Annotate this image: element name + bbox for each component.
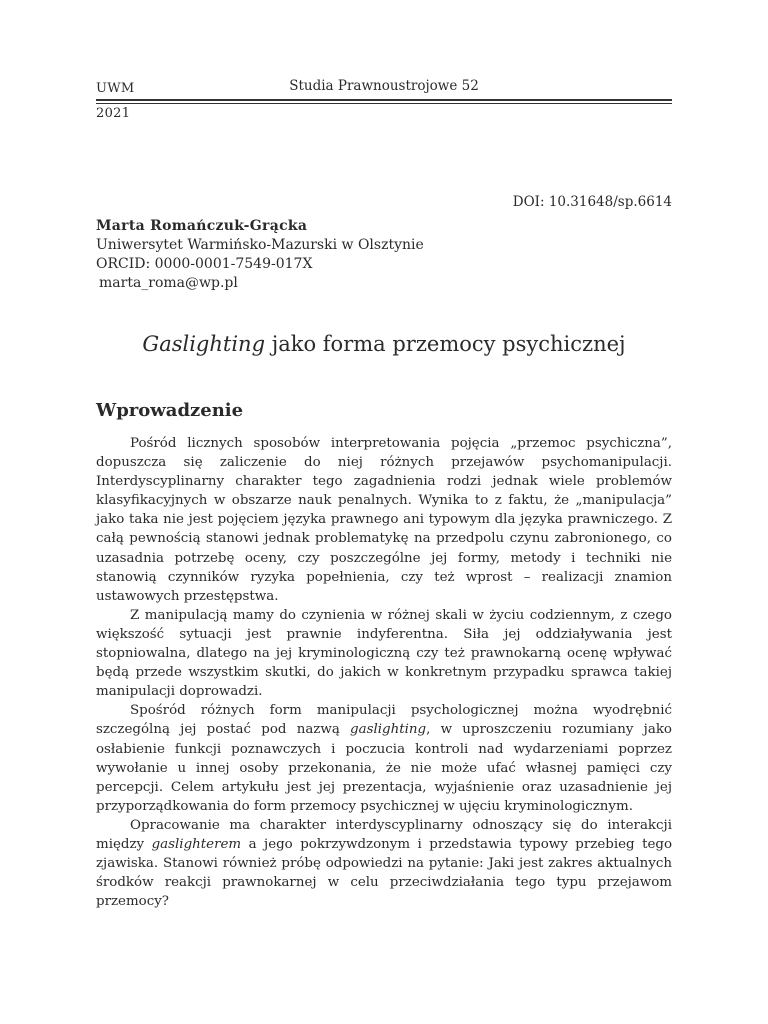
author-block [96,217,424,293]
paragraph-3 [96,701,672,816]
paragraph-3-a: Spośród różnych form manipulacji psychologicznej można wyodrębnić szczególną jej postać pod nazwą [96,703,672,738]
section-heading: Wprowadzenie [96,400,244,421]
paragraph-4 [96,816,672,911]
paragraph-2: Z manipulacją mamy do czynienia w różnej skali w życiu codziennym, z czego większość sytuacji jest prawnie indyferentna. Siła jej oddziaływania jest stopniowalna, dlatego na jej kryminologiczną czy też prawnokarną ocenę wpływać będą przede wszystkim skutki, do jakich w konkretnym przypadku sprawca takiej manipulacji doprowadzi. [96,607,672,700]
title-italic: Gaslighting [142,332,266,356]
paragraph-1: Pośród licznych sposobów interpretowania pojęcia „przemoc psychiczna”, dopuszcza się zaliczenie do niej różnych przejawów psychomanipulacji. Interdyscyplinarny charakter tego zagadnienia rodzi jednak wiele problemów klasyfikacyjnych w obszarze nauk penalnych. Wynika to z faktu, że „manipulacja” jako taka nie jest pojęciem języka prawnego ani typowym dla języka prawniczego. Z całą pewnością stanowi jednak problematykę na przedpolu czynu zabronionego, co uzasadnia potrzebę oceny, czy poszczególne jej formy, metody i techniki nie stanowią czynników ryzyka popełnienia, czy też wprost – realizacji znamion ustawowych przestępstwa. [96,436,672,604]
paragraph-3-b: , w uproszczeniu rozumiany jako osłabienie funkcji poznawczych i poczucia kontroli nad wydarzeniami poprzez wywołanie u innej osoby przekonania, że nie może ufać własnej pamięci czy percepcji. Celem artykułu jest jej prezentacja, wyjaśnienie oraz uzasadnienie jej przyporządkowania do form przemocy psychicznej w ujęciu kryminologicznym. [96,722,672,814]
paragraph-3-term: gaslighting [350,722,427,738]
paragraph-4-a: Opracowanie ma charakter interdyscyplinarny odnoszący się do interakcji między [96,817,672,852]
journal-title: Studia Prawnoustrojowe 52 [289,78,479,94]
article-title [0,332,768,356]
paragraph-4-b: a jego pokrzywdzonym i przedstawia typowy przebieg tego zjawiska. Stanowi również próbę odpowiedzi na pytanie: Jaki jest zakres aktualnych środków reakcji prawnokarnej w celu przeciwdziałania tego typu przejawom przemocy? [96,836,673,910]
body-text [96,434,672,911]
author-orcid: ORCID: 0000-0001-7549-017X [96,256,313,272]
title-rest: jako forma przemocy psychicznej [265,332,626,356]
author-name: Marta Romańczuk-Grącka [96,218,308,234]
header-publisher: UWM [96,81,135,96]
author-email: marta_roma@wp.pl [99,275,238,291]
author-affiliation: Uniwersytet Warmińsko-Mazurski w Olsztynie [96,237,424,253]
header-year: 2021 [96,106,131,121]
header-rule-thin [96,103,672,104]
header-rule [96,99,672,101]
paragraph-4-term: gaslighterem [151,836,242,852]
doi: DOI: 10.31648/sp.6614 [512,194,672,210]
